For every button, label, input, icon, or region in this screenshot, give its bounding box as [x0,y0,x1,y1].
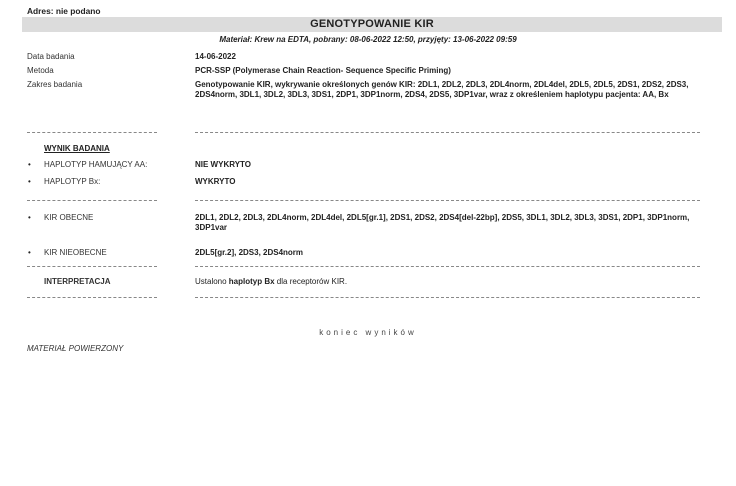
divider [195,266,700,267]
divider [27,266,157,267]
divider [195,200,700,201]
divider [195,132,700,133]
kir-present-value: 2DL1, 2DL2, 2DL3, 2DL4norm, 2DL4del, 2DL5[gr.1], 2DS1, 2DS2, 2DS4[del-22bp], 2DS5, 3DL1, 3DL2, 3DL3, 3DS1, 2DP1, 3DP1norm, 3DP1var [195,213,690,232]
kir-present-label: KIR OBECNE [44,213,94,222]
kir-absent-label: KIR NIEOBECNE [44,248,107,257]
scope-value: Genotypowanie KIR, wykrywanie określonych genów KIR: 2DL1, 2DL2, 2DL3, 2DL4norm, 2DL4del, 2DL5, 2DL5, 2DS1, 2DS2, 2DS3, 2DS4norm, 3DL1, 3DL2, 3DL3, 3DS1, 2DP1, 3DP1norm, 2DS4, 2DS5, 3DP1var, wraz z określeniem haplotypu pacjenta: AA, Bx [195,80,689,99]
haplotype-bx-label: HAPLOTYP Bx: [44,177,101,186]
kir-absent-value: 2DL5[gr.2], 2DS3, 2DS4norm [195,248,304,257]
divider [27,132,157,133]
material-info: Materiał: Krew na EDTA, pobrany: 08-06-2022 12:50, przyjęty: 13-06-2022 09:59 [219,35,517,44]
footer-note: MATERIAŁ POWIERZONY [27,344,124,353]
scope-label: Zakres badania [27,80,83,89]
method-value: PCR-SSP (Polymerase Chain Reaction- Sequence Specific Priming) [195,66,451,75]
end-of-results: koniec wyników [319,328,417,337]
haplotype-aa-value: NIE WYKRYTO [195,160,252,169]
interpretation-value [195,277,347,286]
patient-address: Adres: nie podano [27,6,101,16]
result-section-title: WYNIK BADANIA [44,144,110,153]
test-title: GENOTYPOWANIE KIR [22,17,722,32]
interpretation-haplotype: haplotyp Bx [228,277,275,286]
method-label: Metoda [27,66,54,75]
divider [27,200,157,201]
divider [27,297,157,298]
bullet: • [28,160,31,169]
interpretation-post: dla receptorów KIR. [274,277,348,286]
interpretation-label: INTERPRETACJA [44,277,111,286]
bullet: • [28,213,31,222]
test-date-value: 14-06-2022 [195,52,236,61]
interpretation-pre: Ustalono [195,277,229,286]
test-date-label: Data badania [27,52,75,61]
divider [195,297,700,298]
haplotype-bx-value: WYKRYTO [195,177,236,186]
haplotype-aa-label: HAPLOTYP HAMUJĄCY AA: [44,160,148,169]
bullet: • [28,248,31,257]
bullet: • [28,177,31,186]
